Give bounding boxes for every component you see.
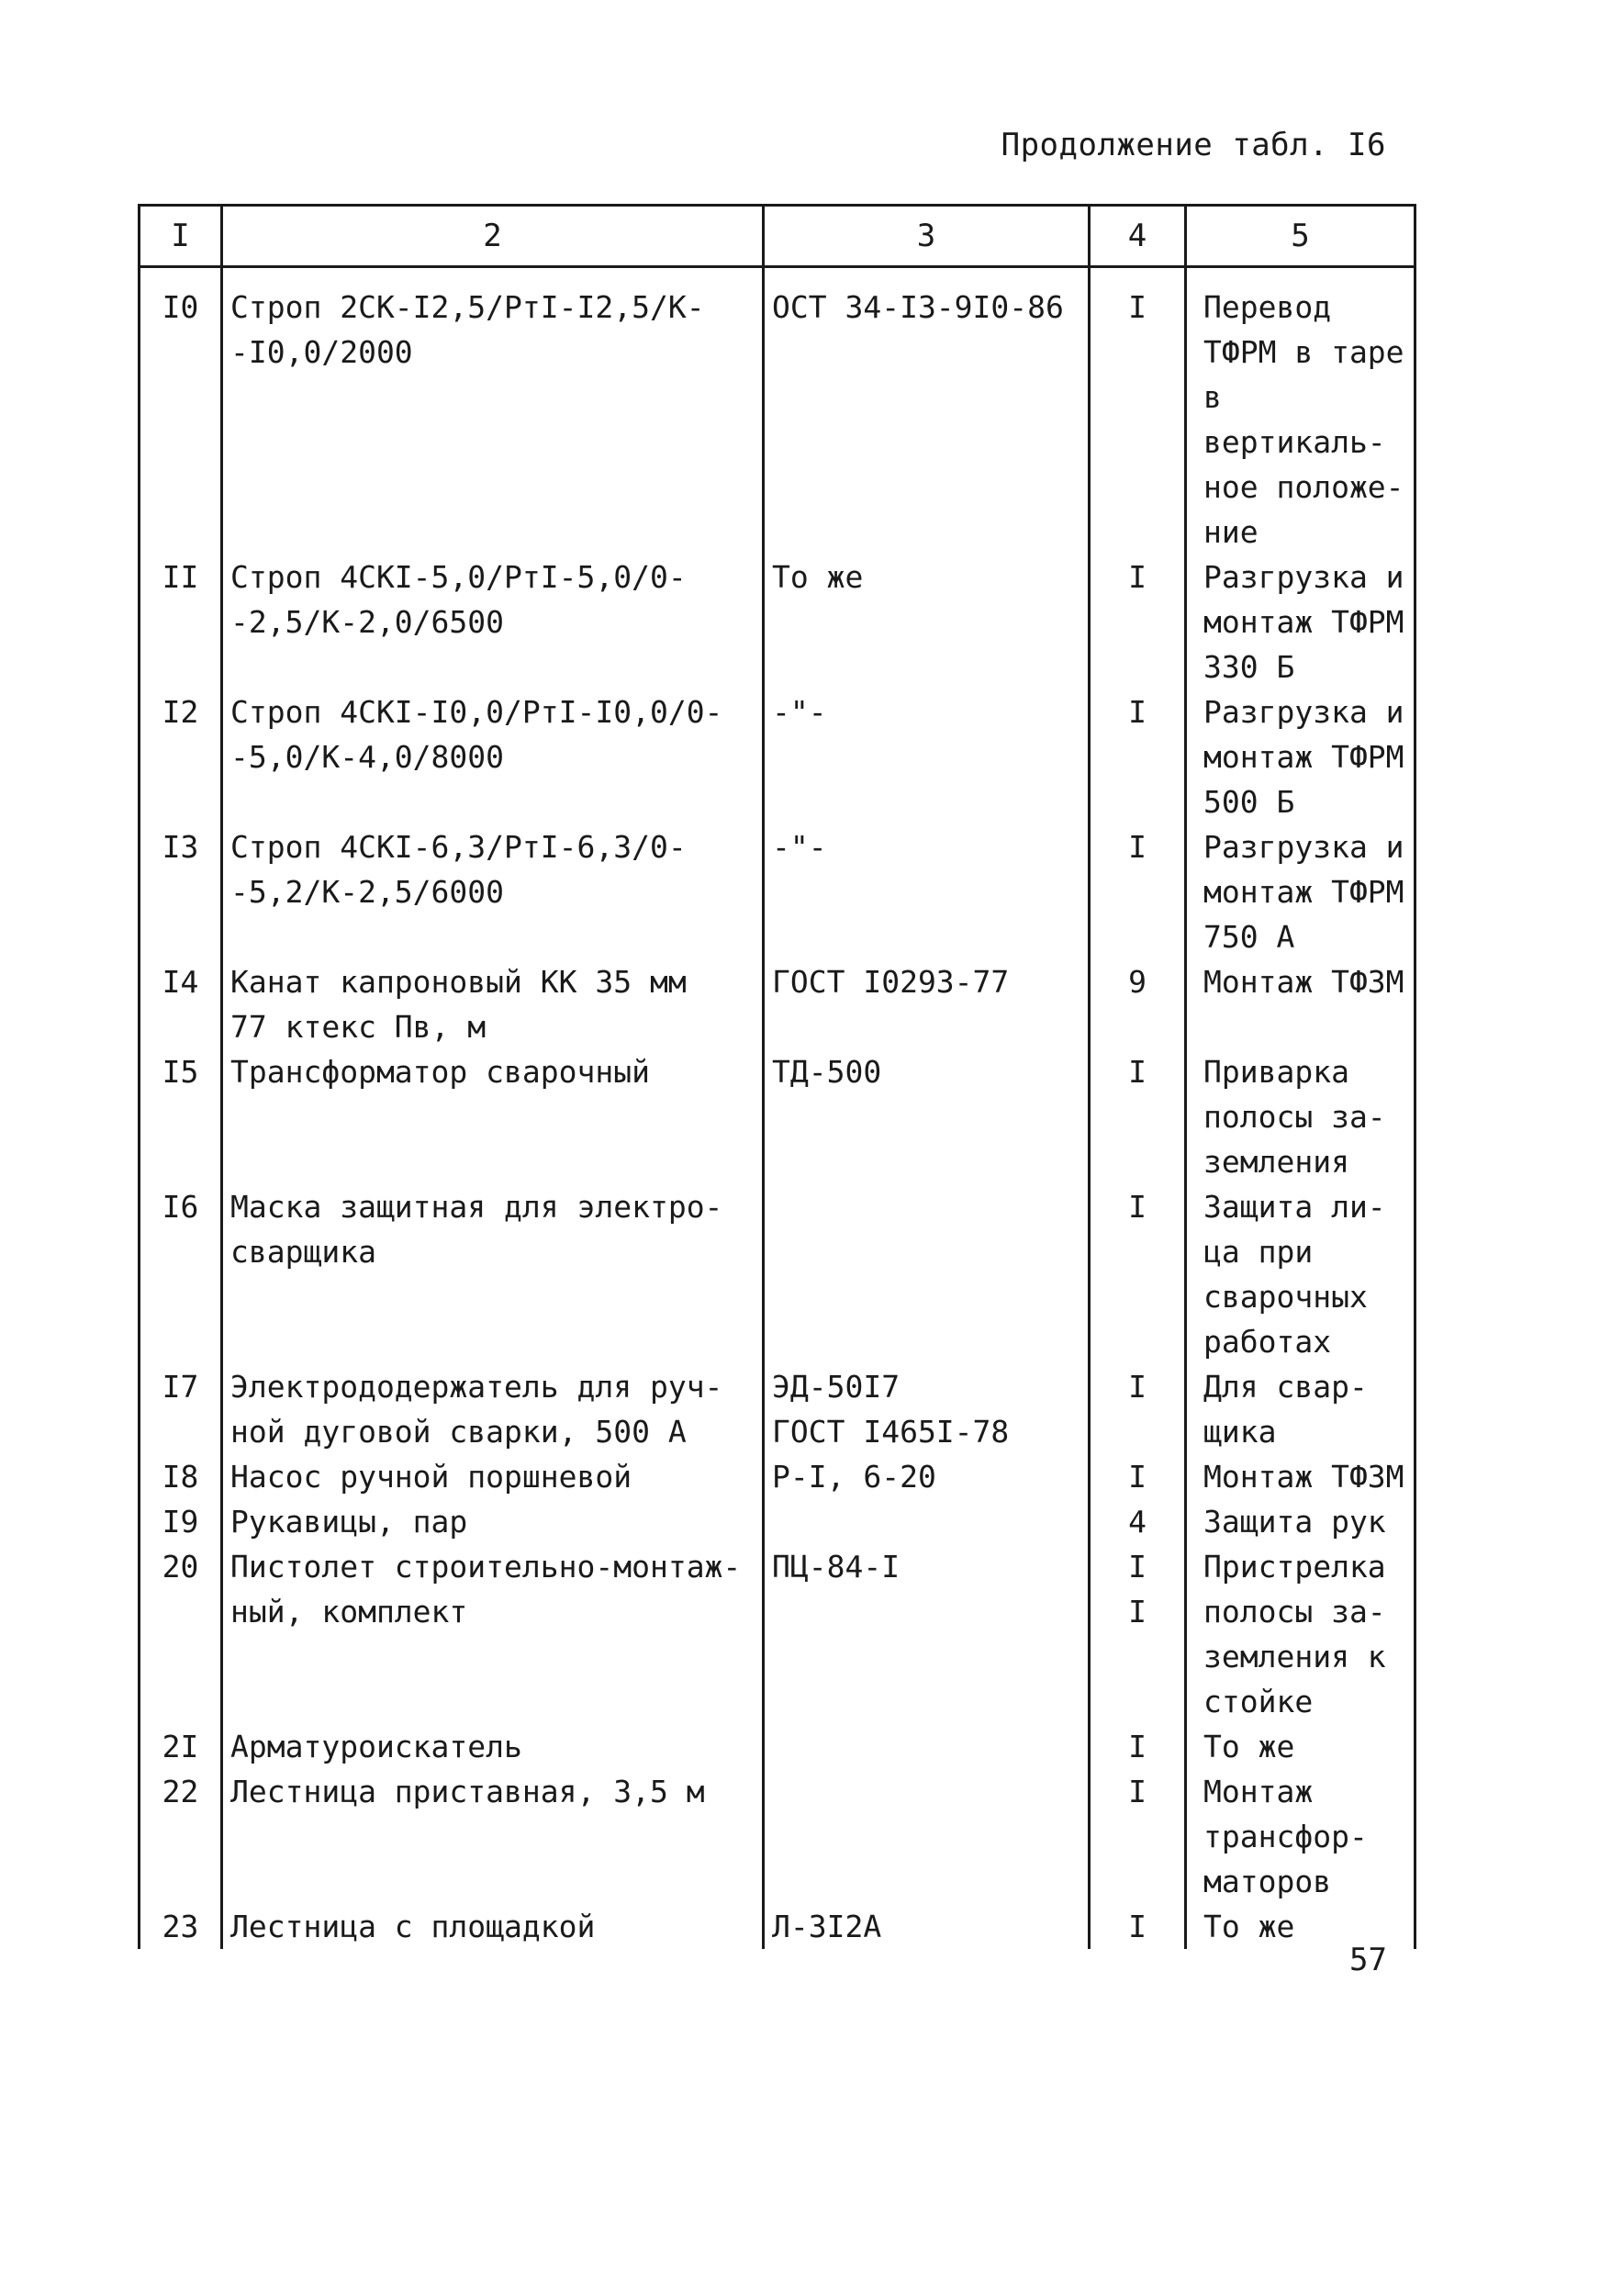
item-purpose: Защита рук: [1186, 1499, 1415, 1544]
table-row: [140, 554, 1415, 689]
item-name: Пистолет строительно-монтаж- ный, комплект: [222, 1544, 764, 1724]
item-quantity: I: [1090, 824, 1186, 959]
item-purpose: Разгрузка и монтаж ТФРМ 750 А: [1186, 824, 1415, 959]
row-number: I8: [140, 1454, 222, 1499]
item-name: Лестница с площадкой: [222, 1904, 764, 1949]
item-name: Насос ручной поршневой: [222, 1454, 764, 1499]
item-standard: -"-: [764, 689, 1090, 824]
item-purpose: Защита ли- ца при сварочных работах: [1186, 1184, 1415, 1364]
row-number: I2: [140, 689, 222, 824]
table-row: [140, 824, 1415, 959]
row-number: 23: [140, 1904, 222, 1949]
table-header-row: [140, 206, 1415, 267]
item-quantity: I: [1090, 1184, 1186, 1364]
item-purpose: Разгрузка и монтаж ТФРМ 330 Б: [1186, 554, 1415, 689]
item-name: Рукавицы, пар: [222, 1499, 764, 1544]
item-name: Маска защитная для электро- сварщика: [222, 1184, 764, 1364]
row-number: 22: [140, 1769, 222, 1904]
table-row: [140, 1454, 1415, 1499]
item-name: Строп 4СКI-I0,0/PтI-I0,0/0- -5,0/К-4,0/8000: [222, 689, 764, 824]
table-row: [140, 1364, 1415, 1454]
item-quantity: I: [1090, 689, 1186, 824]
table-row: [140, 1724, 1415, 1769]
item-quantity: I I: [1090, 1544, 1186, 1724]
column-header: I: [140, 206, 222, 267]
item-standard: -"-: [764, 824, 1090, 959]
item-standard: ТД-500: [764, 1049, 1090, 1184]
row-number: I6: [140, 1184, 222, 1364]
table-body: [140, 267, 1415, 1950]
row-number: I3: [140, 824, 222, 959]
item-standard: [764, 1769, 1090, 1904]
item-name: Трансформатор сварочный: [222, 1049, 764, 1184]
column-header: 2: [222, 206, 764, 267]
item-purpose: Монтаж ТФЗМ: [1186, 959, 1415, 1049]
item-standard: ПЦ-84-I: [764, 1544, 1090, 1724]
table-row: [140, 267, 1415, 555]
row-number: I9: [140, 1499, 222, 1544]
item-purpose: Приварка полосы за- земления: [1186, 1049, 1415, 1184]
item-quantity: I: [1090, 554, 1186, 689]
item-quantity: 4: [1090, 1499, 1186, 1544]
table-row: [140, 1499, 1415, 1544]
equipment-table: [138, 204, 1414, 1949]
item-purpose: Для свар- щика: [1186, 1364, 1415, 1454]
item-quantity: I: [1090, 1364, 1186, 1454]
item-standard: ОСТ 34-I3-9I0-86: [764, 267, 1090, 555]
item-name: Лестница приставная, 3,5 м: [222, 1769, 764, 1904]
row-number: I4: [140, 959, 222, 1049]
item-purpose: Монтаж трансфор- маторов: [1186, 1769, 1415, 1904]
row-number: I7: [140, 1364, 222, 1454]
table-row: [140, 959, 1415, 1049]
row-number: I0: [140, 267, 222, 555]
item-standard: [764, 1724, 1090, 1769]
item-name: Арматуроискатель: [222, 1724, 764, 1769]
item-quantity: I: [1090, 1769, 1186, 1904]
item-quantity: I: [1090, 1904, 1186, 1949]
row-number: 2I: [140, 1724, 222, 1769]
table-row: [140, 1544, 1415, 1724]
row-number: I5: [140, 1049, 222, 1184]
item-name: Канат капроновый КК 35 мм 77 ктекс Пв, м: [222, 959, 764, 1049]
item-name: Строп 4СКI-6,3/PтI-6,3/0- -5,2/К-2,5/6000: [222, 824, 764, 959]
table-row: [140, 1049, 1415, 1184]
item-purpose: Разгрузка и монтаж ТФРМ 500 Б: [1186, 689, 1415, 824]
item-quantity: I: [1090, 1454, 1186, 1499]
item-standard: Л-3I2А: [764, 1904, 1090, 1949]
page-number: 57: [1349, 1942, 1387, 1978]
column-header: 3: [764, 206, 1090, 267]
item-quantity: 9: [1090, 959, 1186, 1049]
column-header: 5: [1186, 206, 1415, 267]
table-row: [140, 1184, 1415, 1364]
item-name: Строп 2СК-I2,5/PтI-I2,5/К- -I0,0/2000: [222, 267, 764, 555]
item-purpose: Монтаж ТФЗМ: [1186, 1454, 1415, 1499]
item-standard: Р-I, 6-20: [764, 1454, 1090, 1499]
row-number: 20: [140, 1544, 222, 1724]
item-name: Строп 4СКI-5,0/PтI-5,0/0- -2,5/К-2,0/6500: [222, 554, 764, 689]
item-purpose: Пристрелка полосы за- земления к стойке: [1186, 1544, 1415, 1724]
item-quantity: I: [1090, 1724, 1186, 1769]
table-row: [140, 689, 1415, 824]
item-standard: [764, 1184, 1090, 1364]
item-standard: ГОСТ I0293-77: [764, 959, 1090, 1049]
item-standard: [764, 1499, 1090, 1544]
item-quantity: I: [1090, 1049, 1186, 1184]
column-header: 4: [1090, 206, 1186, 267]
item-standard: ЭД-50I7 ГОСТ I465I-78: [764, 1364, 1090, 1454]
item-purpose: То же: [1186, 1904, 1415, 1949]
table-row: [140, 1769, 1415, 1904]
item-name: Электрододержатель для руч- ной дуговой сварки, 500 А: [222, 1364, 764, 1454]
row-number: II: [140, 554, 222, 689]
item-purpose: Перевод ТФРМ в таре в вертикаль- ное положе- ние: [1186, 267, 1415, 555]
item-purpose: То же: [1186, 1724, 1415, 1769]
item-quantity: I: [1090, 267, 1186, 555]
item-standard: То же: [764, 554, 1090, 689]
table-continuation-caption: Продолжение табл. I6: [1001, 127, 1386, 163]
table-row: [140, 1904, 1415, 1949]
